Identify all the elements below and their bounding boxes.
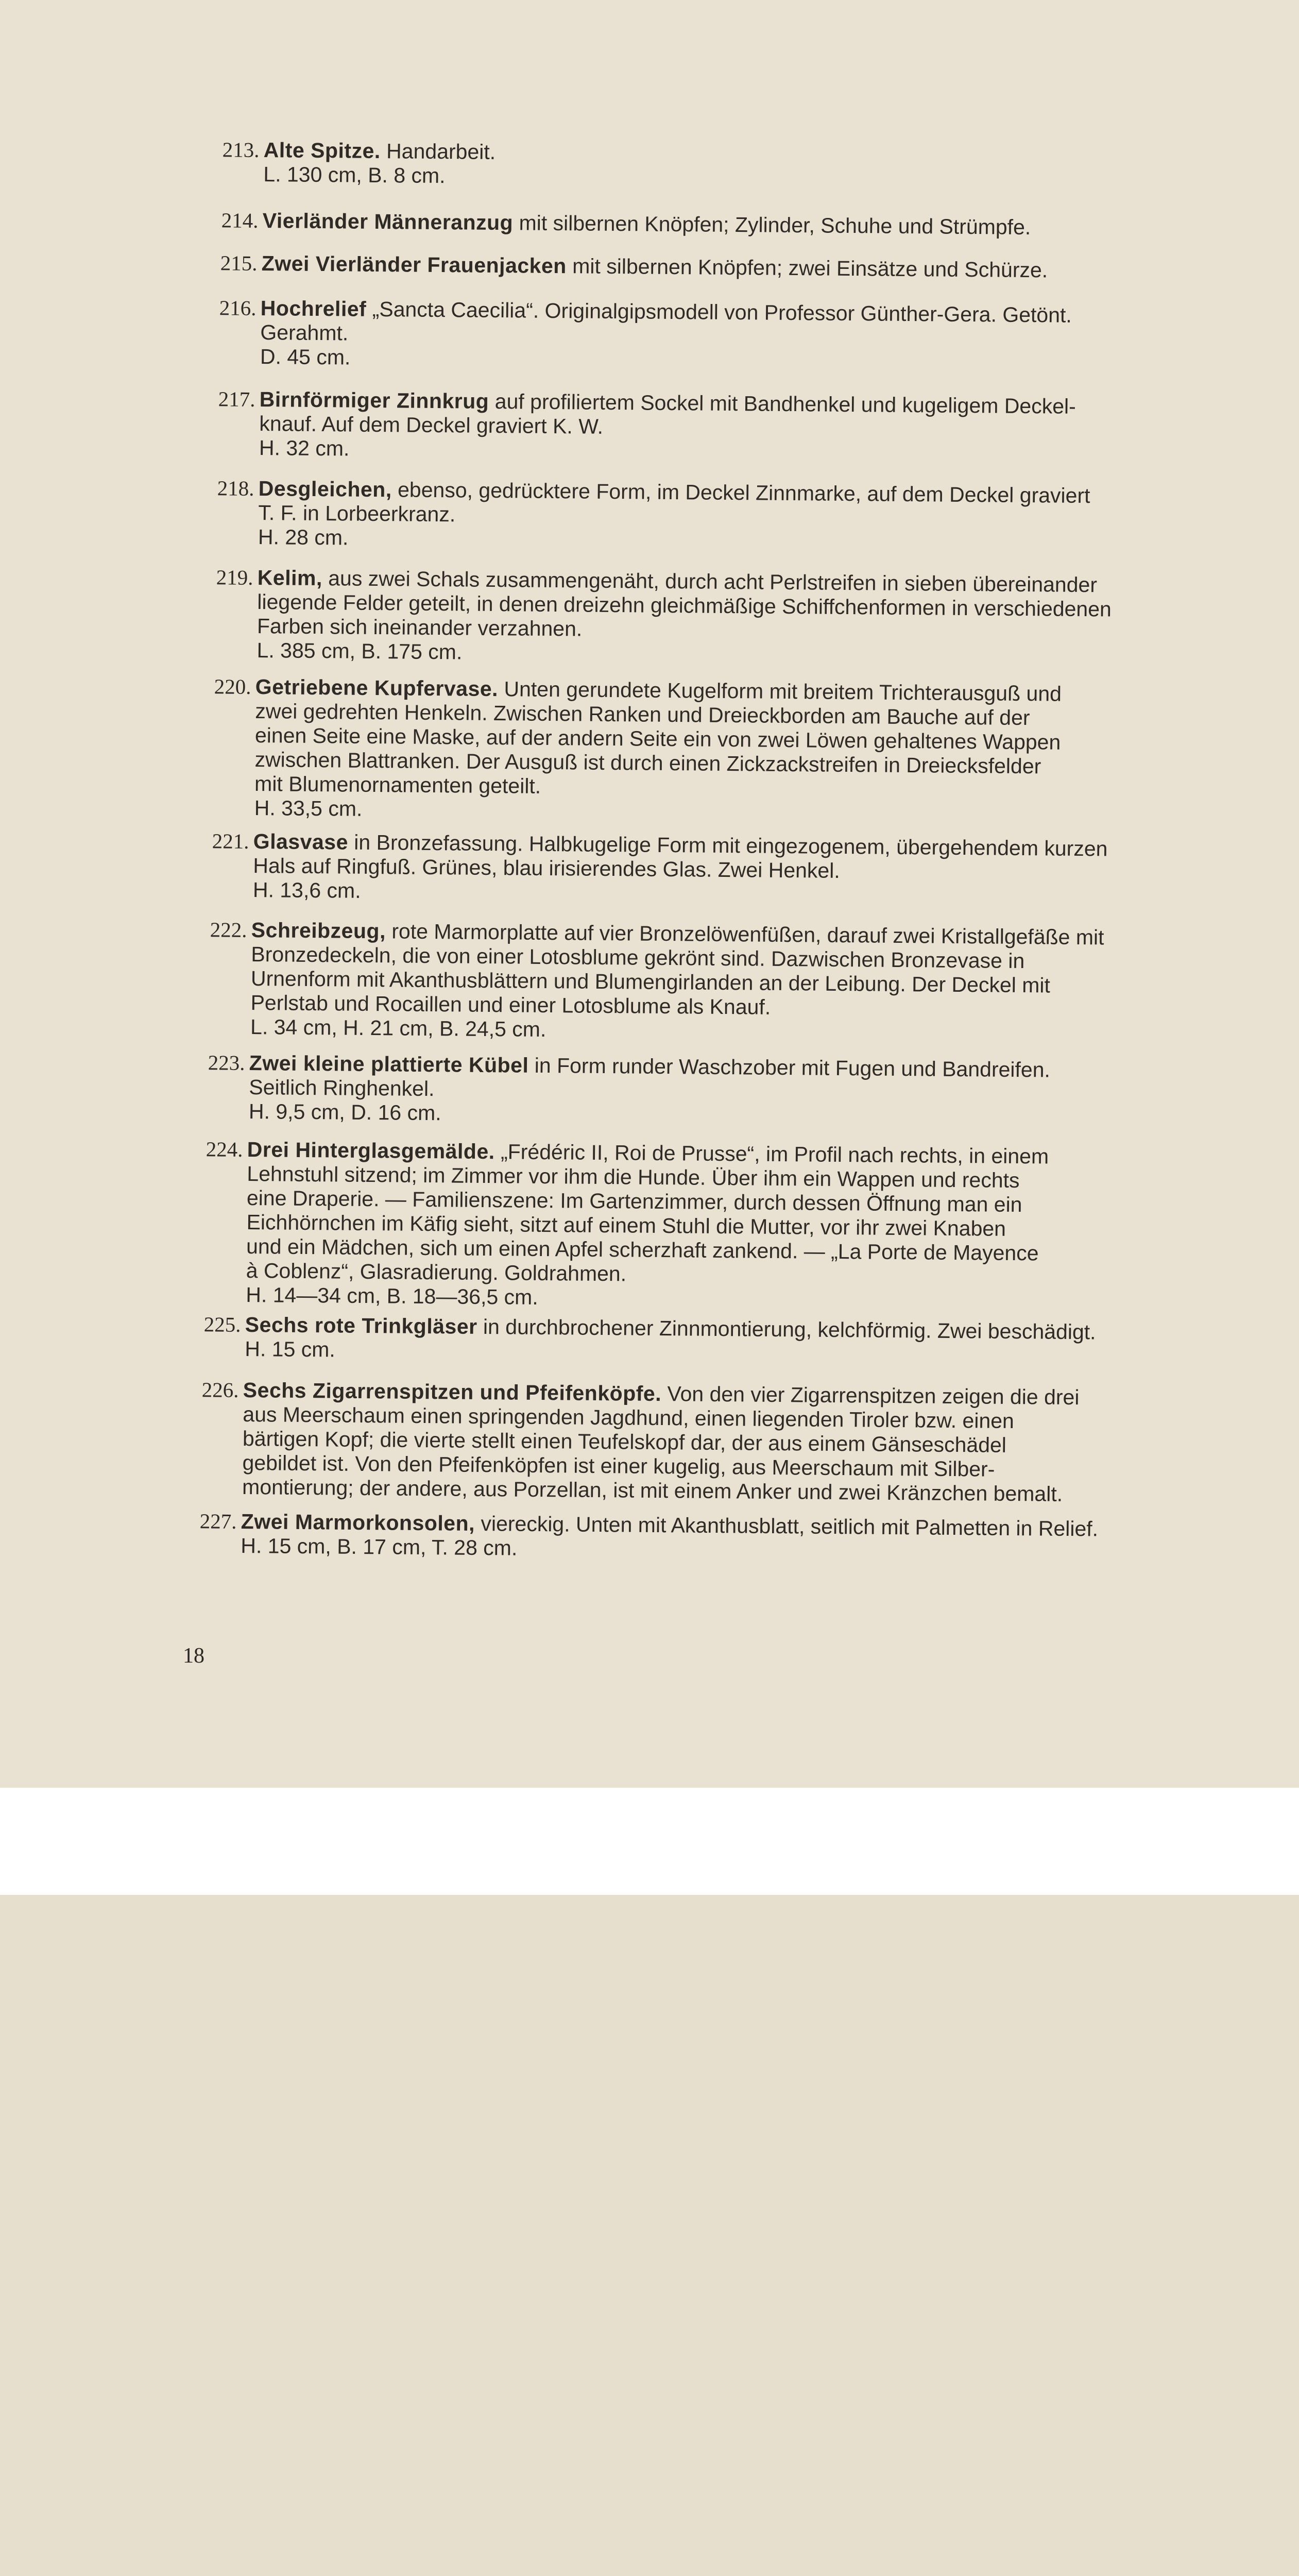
- catalog-entry: [208, 1050, 1176, 1132]
- entry-number: 216.: [219, 296, 257, 320]
- catalog-entry: [206, 1137, 1174, 1315]
- catalog-entry: [201, 1378, 1170, 1507]
- entry-text: mit Blumenornamenten geteilt.: [254, 771, 541, 798]
- entry-text: viereckig. Unten mit Akanthusblatt, seitlich mit Palmetten in Relief.: [481, 1512, 1099, 1541]
- page-number: 18: [183, 1644, 204, 1668]
- entry-heading: Vierländer Männeranzug: [262, 209, 514, 235]
- entry-text: Unten gerundete Kugelform mit breitem Trichterausguß und: [504, 677, 1062, 706]
- entry-heading: Glasvase: [253, 829, 349, 854]
- entry-heading: Birnförmiger Zinnkrug: [259, 387, 489, 413]
- catalog-entry: [212, 829, 1181, 910]
- entry-text: Handarbeit.: [386, 139, 496, 164]
- entry-text: Von den vier Zigarrenspitzen zeigen die drei: [667, 1382, 1080, 1410]
- entry-text: rote Marmorplatte auf vier Bronzelöwenfüßen, darauf zwei Kristallgefäße mit: [391, 919, 1104, 950]
- entry-text: Hals auf Ringfuß. Grünes, blau irisierendes Glas. Zwei Henkel.: [253, 853, 840, 883]
- entry-number: 225.: [203, 1312, 241, 1336]
- entry-text: Lehnstuhl sitzend; im Zimmer vor ihm die Hunde. Über ihm ein Wappen und rechts: [247, 1161, 1020, 1193]
- entry-text: T. F. in Lorbeerkranz.: [258, 500, 456, 527]
- entry-number: 226.: [201, 1378, 239, 1402]
- entry-heading: Kelim,: [257, 566, 323, 590]
- entry-text: L. 130 cm, B. 8 cm.: [263, 162, 446, 188]
- entry-number: 221.: [212, 829, 249, 853]
- entry-text: Eichhörnchen im Käfig sieht, sitzt auf einem Stuhl die Mutter, vor ihr zwei Knaben: [246, 1210, 1006, 1241]
- catalog-entry: [214, 674, 1183, 828]
- entry-heading: Sechs Zigarrenspitzen und Pfeifenköpfe.: [243, 1378, 662, 1406]
- entry-text: mit silbernen Knöpfen; Zylinder, Schuhe und Strümpfe.: [519, 211, 1031, 240]
- entry-heading: Getriebene Kupfervase.: [255, 675, 499, 701]
- entry-heading: Drei Hinterglasgemälde.: [247, 1138, 495, 1164]
- entry-text: „Sancta Caecilia“. Originalgipsmodell von Professor Günther-Gera. Getönt.: [372, 297, 1072, 327]
- entry-text: Farben sich ineinander verzahnen.: [257, 614, 583, 641]
- entry-number: 222.: [210, 918, 247, 942]
- catalog-entry: [219, 296, 1188, 377]
- entry-text: L. 34 cm, H. 21 cm, B. 24,5 cm.: [250, 1014, 546, 1042]
- entry-number: 213.: [222, 138, 260, 162]
- entry-text: „Frédéric II, Roi de Prusse“, im Profil nach rechts, in einem: [500, 1140, 1049, 1168]
- entry-text: D. 45 cm.: [260, 344, 351, 369]
- entry-heading: Schreibzeug,: [251, 918, 386, 943]
- entry-text: knauf. Auf dem Deckel graviert K. W.: [259, 411, 604, 438]
- entry-text: H. 14—34 cm, B. 18—36,5 cm.: [246, 1282, 538, 1309]
- catalog-entry: [199, 1509, 1168, 1566]
- entry-heading: Hochrelief: [260, 296, 367, 321]
- entry-text: H. 32 cm.: [259, 435, 350, 461]
- entry-heading: Alte Spitze.: [263, 138, 381, 163]
- entry-number: 219.: [216, 565, 253, 589]
- entry-text: H. 15 cm, B. 17 cm, T. 28 cm.: [241, 1533, 518, 1560]
- entry-text: Urnenform mit Akanthusblättern und Blumengirlanden an der Leibung. Der Deckel mit: [250, 966, 1051, 997]
- entry-heading: Desgleichen,: [258, 477, 392, 502]
- catalog-entry: [220, 251, 1189, 284]
- entry-number: 220.: [214, 674, 251, 699]
- entry-number: 217.: [218, 387, 255, 411]
- entry-text: à Coblenz“, Glasradierung. Goldrahmen.: [246, 1258, 627, 1286]
- entry-heading: Zwei Marmorkonsolen,: [241, 1510, 475, 1535]
- entry-text: auf profiliertem Sockel mit Bandhenkel und kugeligem Deckel-: [494, 389, 1076, 418]
- catalog-entry: [218, 387, 1187, 468]
- entry-text: gebildet ist. Von den Pfeifenköpfen ist einer kugelig, aus Meerschaum mit Silber-: [242, 1450, 995, 1481]
- entry-text: aus Meerschaum einen springenden Jagdhund, einen liegenden Tiroler bzw. einen: [243, 1402, 1015, 1433]
- entry-text: H. 33,5 cm.: [254, 795, 363, 821]
- entry-text: H. 13,6 cm.: [252, 877, 361, 903]
- entry-text: einen Seite eine Maske, auf der andern Seite ein von zwei Löwen gehaltenes Wappen: [254, 723, 1061, 754]
- entry-text: H. 28 cm.: [258, 524, 349, 550]
- entry-text: und ein Mädchen, sich um einen Apfel scherzhaft zankend. — „La Porte de Mayence: [246, 1234, 1039, 1265]
- entry-text: eine Draperie. — Familienszene: Im Gartenzimmer, durch dessen Öffnung man ein: [246, 1185, 1022, 1217]
- entry-text: Seitlich Ringhenkel.: [249, 1075, 435, 1101]
- catalog-entry: [217, 476, 1186, 557]
- entry-number: 215.: [220, 251, 258, 275]
- entry-text: L. 385 cm, B. 175 cm.: [257, 638, 463, 664]
- catalog-entry: [216, 565, 1185, 671]
- entry-heading: Zwei kleine plattierte Kübel: [249, 1051, 529, 1077]
- entry-text: in Bronzefassung. Halbkugelige Form mit eingezogenem, übergehendem kurzen: [354, 830, 1108, 861]
- entry-text: zwei gedrehten Henkeln. Zwischen Ranken und Dreieckborden am Bauche auf der: [255, 699, 1030, 730]
- entry-text: in Form runder Waschzober mit Fugen und Bandreifen.: [534, 1053, 1051, 1082]
- entry-text: mit silbernen Knöpfen; zwei Einsätze und Schürze.: [572, 254, 1048, 282]
- entry-heading: Zwei Vierländer Frauenjacken: [261, 251, 567, 278]
- entry-text: liegende Felder geteilt, in denen dreizehn gleichmäßige Schiffchenformen in verschiedenen: [257, 589, 1112, 621]
- catalog-entry: [210, 918, 1178, 1047]
- entry-number: 214.: [221, 208, 259, 232]
- digitization-footer: [0, 1788, 1299, 1895]
- catalog-entry: [221, 208, 1190, 241]
- entry-text: bärtigen Kopf; die vierte stellt einen Teufelskopf dar, der aus einem Gänseschädel: [242, 1426, 1007, 1457]
- entry-text: H. 15 cm.: [245, 1336, 336, 1362]
- entry-text: montierung; der andere, aus Porzellan, ist mit einem Anker und zwei Kränzchen bemalt.: [242, 1475, 1063, 1506]
- entry-number: 218.: [217, 476, 254, 500]
- entry-text: H. 9,5 cm, D. 16 cm.: [248, 1099, 441, 1125]
- entry-text: in durchbrochener Zinnmontierung, kelchförmig. Zwei beschädigt.: [483, 1315, 1096, 1344]
- entry-text: aus zwei Schals zusammengenäht, durch acht Perlstreifen in sieben übereinander: [328, 566, 1098, 597]
- catalog-entry: [203, 1312, 1172, 1369]
- entry-number: 224.: [206, 1137, 243, 1161]
- entry-text: ebenso, gedrücktere Form, im Deckel Zinnmarke, auf dem Deckel graviert: [397, 478, 1090, 508]
- entry-heading: Sechs rote Trinkgläser: [245, 1313, 477, 1338]
- entry-number: 223.: [208, 1050, 245, 1075]
- entry-text: Bronzedeckeln, die von einer Lotosblume gekrönt sind. Dazwischen Bronzevase in: [251, 942, 1025, 973]
- catalog-entry: [222, 138, 1191, 195]
- entry-text: Gerahmt.: [260, 320, 349, 345]
- entry-number: 227.: [199, 1509, 237, 1533]
- entry-text: Perlstab und Rocaillen und einer Lotosblume als Knauf.: [250, 990, 771, 1019]
- entry-text: zwischen Blattranken. Der Ausguß ist durch einen Zickzackstreifen in Dreiecksfelder: [254, 747, 1041, 778]
